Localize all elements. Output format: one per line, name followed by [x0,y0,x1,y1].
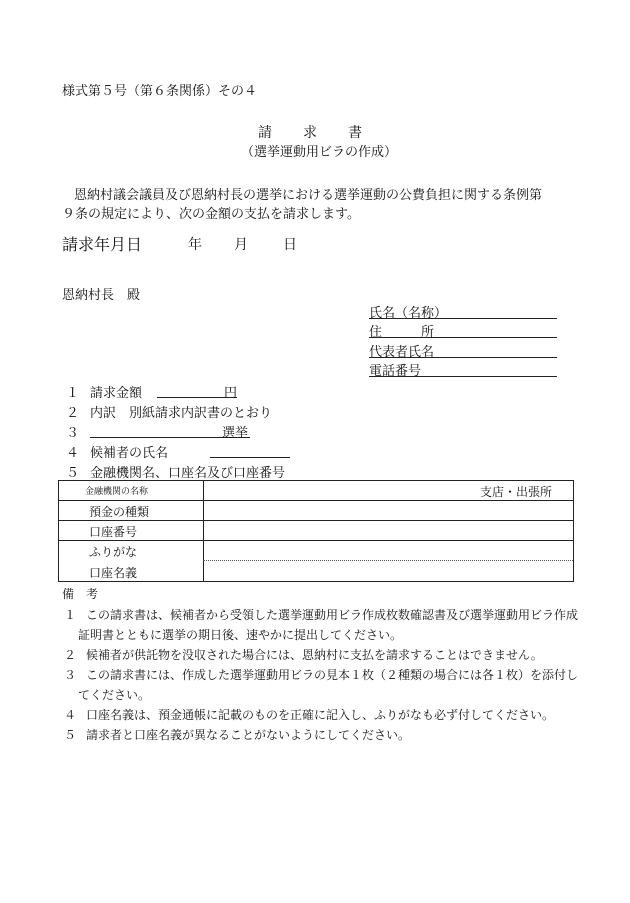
note-5-line-1: 請求者と口座名義が異なることがないようにしてください。 [86,728,411,742]
bank-account-table [58,480,574,582]
claimant-address-label: 住 所 [369,325,435,340]
item-5-number: ５ [66,466,80,481]
claimant-phone-line [369,376,557,377]
note-2-line-1: 候補者が供託物を没収された場合には、恩納村に支払を請求することはできません。 [86,648,543,662]
table-row-divider [59,520,573,521]
notes-heading: 備 考 [62,587,99,601]
note-2-number: ２ [64,648,77,662]
item-1-label: 請求金額 [90,386,143,401]
date-day: 日 [283,237,297,253]
account-name-label: 口座名義 [89,566,138,580]
claimant-address-line [369,337,557,338]
request-date-label: 請求年月日 [62,235,143,254]
claimant-name-line [369,318,557,319]
bank-name-label: 金融機関の名称 [85,487,149,497]
table-row-divider [59,500,573,501]
candidate-name-line [210,457,290,458]
form-number: 様式第５号（第６条関係）その４ [62,84,258,99]
claimant-name-label: 氏名（名称） [369,306,448,321]
claimant-rep-line [369,357,557,358]
item-1-unit: 円 [224,386,238,401]
table-column-divider [203,481,204,581]
item-4-label: 候補者の氏名 [90,446,169,461]
note-1-number: １ [64,608,77,622]
document-title: 請 求 書 [258,125,363,141]
table-dotted-divider [203,560,573,561]
date-year: 年 [188,237,202,253]
item-5-text: 金融機関名、口座名及び口座番号 [90,466,286,481]
note-5-number: ５ [64,728,77,742]
item-4-number: ４ [66,446,80,461]
furigana-label: ふりがな [89,545,138,559]
branch-label: 支店・出張所 [480,485,553,499]
note-4-line-1: 口座名義は、預金通帳に記載のものを正確に記入し、ふりがなも必ず付してください。 [86,708,555,722]
table-row-divider [59,540,573,541]
document-subtitle: （選挙運動用ビラの作成） [241,145,398,160]
item-2-number: ２ [66,406,80,421]
claimant-phone-label: 電話番号 [369,364,422,379]
intro-line-1: 恩納村議会議員及び恩納村長の選挙における選挙運動の公費負担に関する条例第 [74,188,543,203]
note-3-number: ３ [64,668,77,682]
note-3-line-2: てください。 [78,688,151,702]
note-3-line-1: この請求書には、作成した選挙運動用ビラの見本１枚（２種類の場合には各１枚）を添付し [86,668,579,682]
account-number-label: 口座番号 [89,525,138,539]
deposit-type-label: 預金の種類 [89,505,150,519]
item-3-number: ３ [66,426,80,441]
intro-line-2: ９条の規定により、次の金額の支払を請求します。 [62,207,360,222]
item-2-text: 内訳 別紙請求内訳書のとおり [90,406,273,421]
claimant-rep-label: 代表者氏名 [369,345,435,360]
item-1-number: １ [66,386,80,401]
addressee: 恩納村長 殿 [62,288,141,303]
note-1-line-1: この請求書は、候補者から受領した選挙運動用ビラ作成枚数確認書及び選挙運動用ビラ作成 [86,608,579,622]
item-3-unit: 選挙 [222,426,249,441]
note-1-line-2: 証明書とともに選挙の期日後、速やかに提出してください。 [78,628,403,642]
date-month: 月 [234,237,248,253]
note-4-number: ４ [64,708,77,722]
